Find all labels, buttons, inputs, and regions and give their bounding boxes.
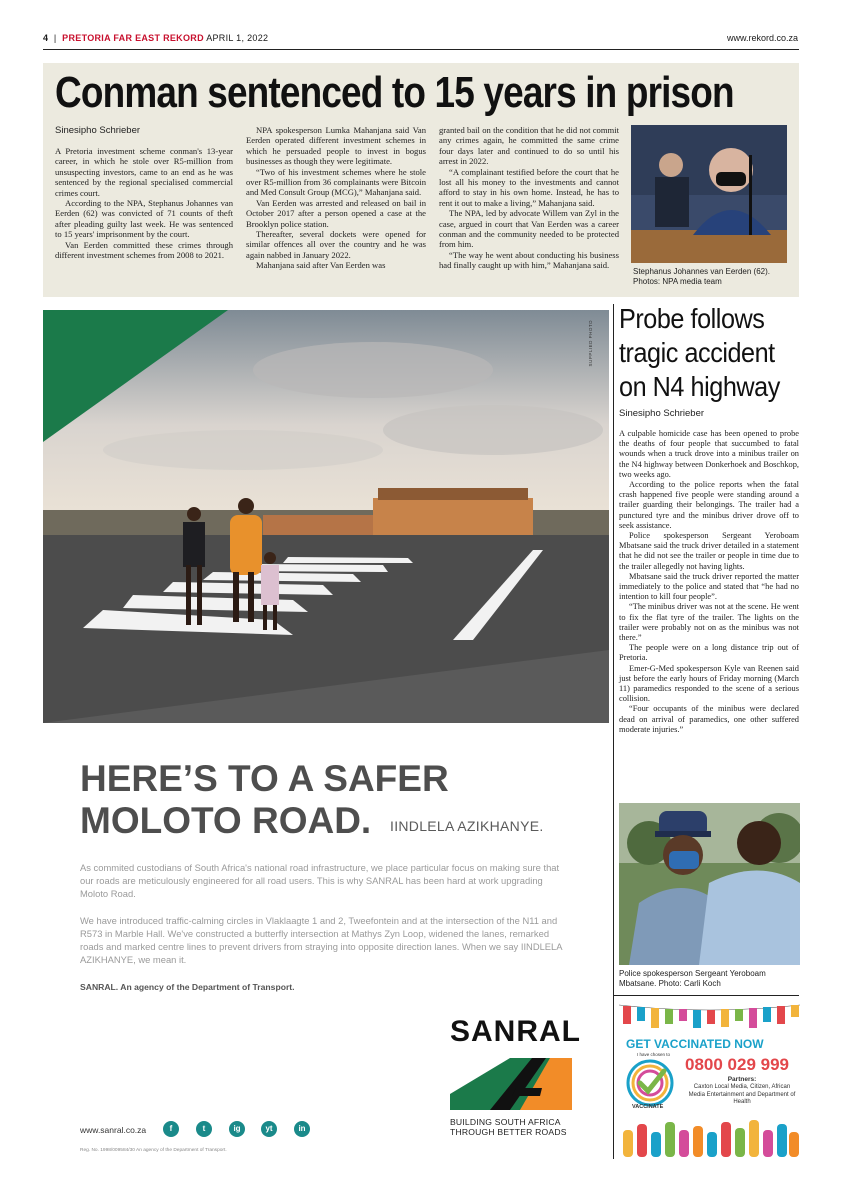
lead-paragraph: Van Eerden committed these crimes through different investment schemes from 2008 to 2021. [55, 239, 233, 261]
side-byline: Sinesipho Schrieber [619, 408, 705, 419]
ad-paragraph-1: As commited custodians of South Africa's national road infrastructure, we place particular focus on making sure that our roads are meticulously engineered for all road users. This is why SANRAL has been hard at work upgrading Moloto Road. [80, 862, 560, 899]
vaccinate-badge-icon [624, 1055, 678, 1111]
side-paragraph: “Four occupants of the minibus were declared dead on arrival of paramedics, one other suffered moderate injuries.” [619, 704, 799, 734]
sanral-url-link[interactable]: www.sanral.co.za [80, 1125, 147, 1135]
page-number: 4 [43, 33, 49, 43]
bunting-decoration [619, 1001, 800, 1031]
raised-hands-illustration [619, 1112, 800, 1157]
side-paragraph: According to the police reports when the fatal crash happened five people were standing around a trailer guarding their belongings. The trailer had a punctured tyre and the minibus driver drove off to seek assistance. [619, 480, 799, 530]
side-paragraph: “The minibus driver was not at the scene. He went to fix the flat tyre of the trailer. The lights on the trailer were probably not on as the minibus was not there.” [619, 602, 799, 643]
lead-headline: Conman sentenced to 15 years in prison [55, 68, 734, 117]
lead-paragraph: “The way he went about conducting his business had finally caught up with him,” Mahanjana said. [439, 249, 619, 271]
registration-number: Reg. No. 1998/009584/30 An agency of the Department of Transport. [80, 1148, 227, 1153]
badge-top-text: I have chosen to [637, 1052, 671, 1057]
side-headline [619, 302, 781, 404]
page-folio [43, 33, 268, 43]
badge-word: VACCINATE [632, 1104, 664, 1110]
side-story-body [619, 429, 799, 735]
lead-column-3 [439, 125, 619, 271]
photo-credit: SUPPLIED PHOTO [588, 320, 593, 367]
ad-headline-line1: HERE’S TO A SAFER [80, 758, 449, 799]
sanral-wordmark: SANRAL [450, 1015, 581, 1048]
side-paragraph: Emer-G-Med spokesperson Kyle van Reenen said just before the early hours of Friday morning (March 11) paramedics responded to the scene of a serious collision. [619, 663, 799, 704]
column-divider [613, 304, 614, 1159]
twitter-icon[interactable]: t [196, 1121, 212, 1137]
side-paragraph: The people were on a long distance trip out of Pretoria. [619, 643, 799, 663]
mbatsane-photo [619, 803, 800, 965]
youtube-icon[interactable]: yt [261, 1121, 277, 1137]
lead-paragraph: “Two of his investment schemes where he stole over R5-million from 36 complainants were Bitcoin and Med Consult Group (MCG),” Mahanjana said. [246, 166, 426, 198]
lead-paragraph: NPA spokesperson Lumka Mahanjana said Van Eerden operated different investment schemes in which he persuaded people to invest in bogus businesses as though they were legitimate. [246, 125, 426, 167]
section-rule [613, 995, 799, 996]
side-headline-line: on N4 highway [619, 371, 780, 402]
side-paragraph: Police spokesperson Sergeant Yeroboam Mbatsane said the truck driver detailed in a statement that he did not see the trailer or people in time due to the trailer allegedly not having lights. [619, 531, 799, 571]
instagram-icon[interactable]: ig [229, 1121, 245, 1137]
van-eerden-caption: Stephanus Johannes van Eerden (62). Photos: NPA media team [633, 267, 770, 286]
lead-paragraph: Mahanjana said after Van Eerden was [256, 260, 386, 271]
side-paragraph: Mbatsane said the truck driver reported the matter immediately to the police and stated that “he had no intention to kill four people”. [619, 571, 799, 602]
sanral-logo-icon [450, 1058, 572, 1110]
ad-agency-line: SANRAL. An agency of the Department of Transport. [80, 982, 295, 992]
folio-separator: | [53, 33, 57, 43]
website-link[interactable]: www.rekord.co.za [726, 33, 798, 43]
van-eerden-photo [631, 125, 787, 263]
partners-heading: Partners: [727, 1076, 757, 1083]
lead-column-1 [55, 146, 233, 260]
side-headline-line: tragic accident [619, 337, 775, 368]
lead-column-2 [246, 125, 426, 271]
vaccine-hotline[interactable]: 0800 029 999 [685, 1055, 789, 1074]
ad-paragraph-2: We have introduced traffic-calming circles in Vlaklaagte 1 and 2, Tweefontein and at the intersection of the N11 and R573 in Marble Hall. We've constructed a butterfly intersection at Mathys Zyn Loop, widened the lanes, remarked roads and marked centre lines to prevent drivers from straying into opposite direction lanes. When we say IINDLELA AZIKHANYE, we mean it. [80, 915, 563, 965]
lead-paragraph: The NPA, led by advocate Willem van Zyl in the case, argued in court that Van Eerden was a career conman and the community needed to be protected from him. [439, 208, 619, 250]
issue-date: APRIL 1, 2022 [206, 33, 269, 43]
lead-paragraph: Thereafter, several dockets were opened for similar offences all over the country and he was again nabbed in January 2022. [246, 229, 426, 260]
lead-paragraph: granted bail on the condition that he did not commit any crimes again, he committed the same crime four days later and continued to do so until his arrest in 2022. [439, 125, 619, 167]
partners-list: Caxton Local Media, Citizen, African Media Entertainment and Department of Health [688, 1084, 796, 1105]
lead-paragraph: According to the NPA, Stephanus Johannes van Eerden (62) was convicted of 71 counts of theft after pleading guilty last week. He was sentenced to 15 years' imprisonment by the court. [55, 198, 233, 240]
mbatsane-caption: Police spokesperson Sergeant Yeroboam Mbatsane. Photo: Carli Koch [619, 969, 766, 988]
lead-paragraph: A Pretoria investment scheme conman's 13-year career, in which he stole over R5-million from unsuspecting investors, came to an end as he was sentenced by the regional specialised commercial crimes court. [55, 146, 233, 198]
lead-paragraph: Van Eerden was arrested and released on bail in October 2017 after a person opened a case at the Brooklyn police station. [246, 197, 426, 229]
lead-paragraph: “A complainant testified before the court that he lost all his money to the investments and cannot afford to stay in his own home. Instead, he has to rent it out to make a living,” Mahanjana said. [439, 166, 619, 208]
lead-byline: Sinesipho Schrieber [55, 125, 141, 136]
ad-zulu-tagline: IINDLELA AZIKHANYE. [390, 818, 544, 834]
publication-name: PRETORIA FAR EAST REKORD [62, 33, 204, 43]
side-headline-line: Probe follows [619, 303, 765, 334]
facebook-icon[interactable]: f [163, 1121, 179, 1137]
moloto-road-photo [43, 310, 609, 723]
vaccine-ad-title: GET VACCINATED NOW [626, 1037, 764, 1051]
linkedin-icon[interactable]: in [294, 1121, 310, 1137]
side-paragraph: A culpable homicide case has been opened to probe the deaths of four people that succumbed to fatal wounds when a truck drove into a minibus trailer on the N4 highway between Donkerhoek and Boschkop, two weeks ago. [619, 429, 799, 479]
sanral-tagline: BUILDING SOUTH AFRICA THROUGH BETTER ROADS [450, 1117, 567, 1137]
header-rule [43, 49, 799, 50]
ad-headline-line2: MOLOTO ROAD. [80, 800, 372, 841]
